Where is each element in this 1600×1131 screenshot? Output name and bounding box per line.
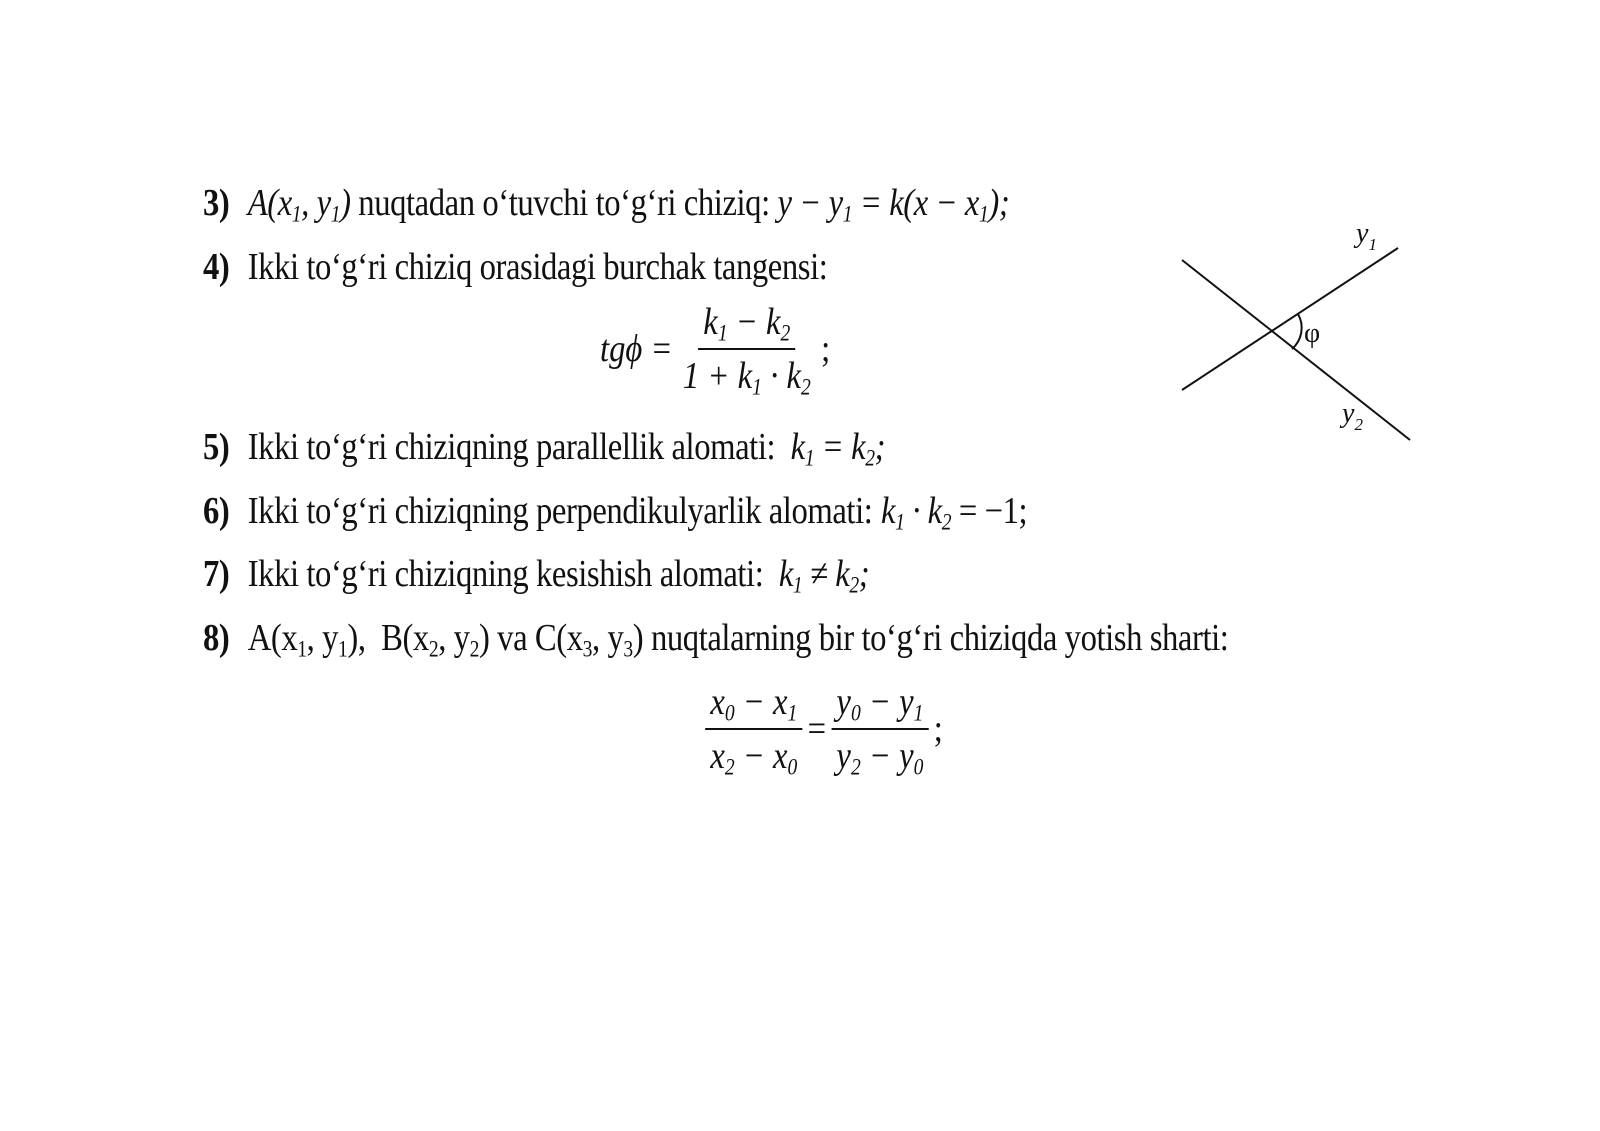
item-text: Ikki to‘g‘ri chiziqning perpendikulyarlik alomati: [247, 490, 873, 532]
item-7 [203, 551, 869, 597]
point-b: $B(x_2$, $y_2$) [381, 617, 490, 662]
conjunction: va [489, 617, 535, 659]
item-number: 4) [203, 246, 230, 288]
item-6 [203, 488, 1027, 534]
formula-end: ; [933, 708, 943, 750]
fraction [678, 300, 816, 398]
perpendicular-condition: $k_1 \cdot k_2 = -1$; [880, 490, 1028, 535]
point-a: $A(x_1$, $y_1$) [247, 182, 351, 227]
item-5 [203, 424, 885, 470]
x-fraction-denominator: $x_2 - x_0$ [710, 735, 798, 780]
line-y2 [1182, 260, 1410, 440]
y-fraction-denominator: $y_2 - y_0$ [836, 735, 924, 780]
item-number: 3) [203, 182, 230, 224]
line-equation: $y - y_1 = k(x - x_1)$; [769, 182, 1010, 227]
x-fraction [705, 680, 802, 778]
item-text: Ikki to‘g‘ri chiziq orasidagi burchak tangensi: [247, 246, 828, 288]
formula-lhs: tgϕ = [600, 328, 673, 370]
equals-sign: = [807, 708, 827, 750]
x-fraction-numerator: $x_0 - x_1$ [705, 680, 802, 730]
item-number: 6) [203, 490, 230, 532]
y-fraction [831, 680, 928, 778]
collinearity-formula [700, 680, 943, 778]
item-text: nuqtadan o‘tuvchi to‘g‘ri chiziq: [350, 182, 770, 224]
item-text: Ikki to‘g‘ri chiziqning kesishish alomati: [247, 553, 764, 595]
item-number: 8) [203, 617, 230, 659]
angle-arc [1292, 314, 1302, 349]
line-y2-label: $y_2$ [1342, 398, 1363, 434]
fraction-numerator: $k_1 - k_2$ [698, 300, 795, 350]
line-y1-label: $y_1$ [1356, 218, 1377, 254]
intersection-condition: $k_1 \ne k_2$; [778, 553, 870, 598]
item-number: 7) [203, 553, 230, 595]
angle-label: φ [1304, 318, 1321, 349]
item-text: nuqtalarning bir to‘g‘ri chiziqda yotish sharti: [643, 617, 1229, 659]
item-3 [203, 180, 1009, 226]
y-fraction-numerator: $y_0 - y_1$ [831, 680, 928, 730]
item-text: Ikki to‘g‘ri chiziqning parallellik alomati: [247, 426, 776, 468]
fraction-denominator: $1 + k_1 \cdot k_2$ [682, 355, 811, 400]
formula-end: ; [821, 328, 831, 370]
item-8 [203, 615, 1228, 661]
item-4 [203, 244, 827, 290]
line-y1 [1182, 248, 1398, 390]
parallel-condition: $k_1 = k_2$; [790, 426, 886, 471]
item-number: 5) [203, 426, 230, 468]
tangent-formula [600, 300, 830, 398]
point-a: $A(x_1$, $y_1$), [247, 617, 366, 662]
intersecting-lines-diagram [1170, 210, 1430, 460]
point-c: $C(x_3$, $y_3$) [534, 617, 644, 662]
